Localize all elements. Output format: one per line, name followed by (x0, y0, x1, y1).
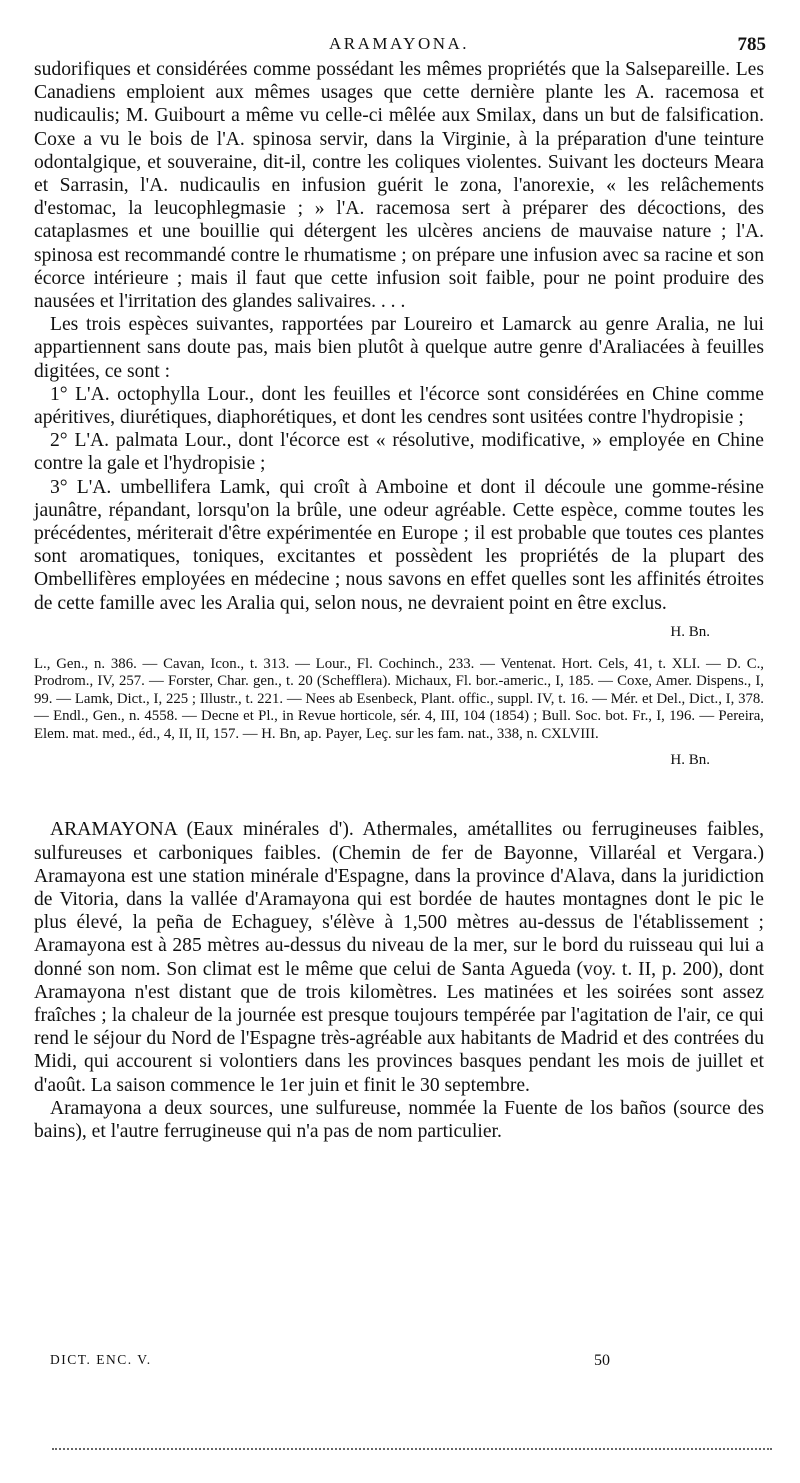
running-header (34, 34, 764, 58)
paragraph-octophylla: 1° L'A. octophylla Lour., dont les feuilles et l'écorce sont considérées en Chine comme apéritives, diurétiques, diaphorétiques, et dont les cendres sont usitées contre l'hydropisie ; (34, 383, 764, 429)
page-footer (34, 1352, 764, 1376)
paragraph-sources: Aramayona a deux sources, une sulfureuse, nommée la Fuente de los baños (source des bains), et l'autre ferrugineuse qui n'a pas de nom particulier. (34, 1097, 764, 1142)
article-body (34, 58, 764, 1143)
bottom-dotted-rule (52, 1448, 772, 1450)
bibliography-signature: H. Bn. (670, 752, 710, 769)
page-number: 785 (737, 34, 766, 55)
paragraph-other-species: Les trois espèces suivantes, rapportées par Loureiro et Lamarck au genre Aralia, ne lui appartiennent sans doute pas, mais bien plutôt à quelque autre genre d'Araliacées à feuilles digitées, ce sont : (34, 314, 764, 382)
paragraph-palmata: 2° L'A. palmata Lour., dont l'écorce est « résolutive, modificative, » employée en Chine contre la gale et l'hydropisie ; (34, 430, 764, 475)
paragraph-uses: sudorifiques et considérées comme possédant les mêmes propriétés que la Salsepareille. Les Canadiens emploient aux mêmes usages que cette dernière plante les A. racemosa et nudicaulis; M. Guibourt a même vu celle-ci mêlée aux Smilax, dans un but de falsification. Coxe a vu le bois de l'A. spinosa servir, dans la Virginie, à la préparation d'une teinture odontalgique, et souveraine, dit-il, contre les coliques violentes. Suivant les docteurs Meara et Sarrasin, l'A. nudicaulis en infusion guérit le zona, l'anorexie, « les relâchements d'estomac, la leucophlegmasie ; » l'A. racemosa sert à préparer des décoctions, des cataplasmes et une bouillie qui détergent les ulcères anciens de mauvaise nature ; l'A. spinosa est recommandé contre le rhumatisme ; on prépare une infusion avec sa racine et son écorce intérieure ; mais il faut que cette infusion soit faible, pour ne point produire des nausées et l'irritation des glandes salivaires. . . . (34, 59, 764, 313)
author-signature: H. Bn. (670, 623, 710, 640)
entry-aramayona: ARAMAYONA (Eaux minérales d'). Athermales, amétallites ou ferrugineuses faibles, sulfureuses et carboniques faibles. (Chemin de fer de Bayonne, Villaréal et Vergara.) Aramayona est une station minérale d'Espagne, dans la province d'Alava, dans la juridiction de Vitoria, dans la vallée d'Aramayona qui est bordée de hautes montagnes dont le pic le plus élevé, la peña de Echaguey, s'élève à 1,500 mètres au-dessus de l'établissement ; Aramayona est à 285 mètres au-dessus du niveau de la mer, sur le bord du ruisseau qui lui a donné son nom. Son climat est le même que celui de Santa Agueda (voy. t. II, p. 200), dont Aramayona n'est distant que de trois kilomètres. Les matinées et les soirées sont assez fraîches ; la chaleur de la journée est presque toujours tempérée par l'agitation de l'air, ce qui rend le séjour du Nord de l'Espagne très-agréable aux habitants de Madrid et des contrées du Midi, qui accourent si volontiers dans les provinces basques pendant les mois de juillet et d'août. La saison commence le 1er juin et finit le 30 septembre. (34, 819, 764, 1096)
sheet-number: 50 (594, 1352, 610, 1369)
paragraph-umbellifera: 3° L'A. umbellifera Lamk, qui croît à Amboine et dont il découle une gomme-résine jaunâtre, répandant, lorsqu'on la brûle, une odeur agréable. Cette espèce, comme toutes les précédentes, mériterait d'être expérimentée en Europe ; il est probable que toutes ces plantes sont aromatiques, toniques, excitantes et possèdent les propriétés de la plupart des Ombellifères employées en médecine ; nous savons en effet quelles sont les affinités étroites de cette famille avec les Aralia qui, selon nous, ne devraient point en être exclus. (34, 476, 764, 614)
running-title: ARAMAYONA. (328, 34, 470, 53)
bibliography: L., Gen., n. 386. — Cavan, Icon., t. 313. — Lour., Fl. Cochinch., 233. — Ventenat. Hort. Cels, 41, t. XLI. — D. C., Prodrom., IV, 257. — Forster, Char. gen., t. 20 (Schefflera). Michaux, Fl. bor.-americ., I, 185. — Coxe, Amer. Dispens., I, 99. — Lamk, Dict., I, 225 ; Illustr., t. 221. — Nees ab Esenbeck, Plant. offic., suppl. IV, t. 16. — Mér. et Del., Dict., I, 378. — Endl., Gen., n. 4558. — Decne et Pl., in Revue horticole, sér. 4, III, 104 (1854) ; Bull. Soc. bot. Fr., I, 196. — Pereira, Elem. mat. med., éd., 4, II, II, 157. — H. Bn, ap. Payer, Leç. sur les fam. nat., 338, n. CXLVIII. (34, 656, 764, 742)
signature-mark: DICT. ENC. V. (50, 1352, 152, 1367)
